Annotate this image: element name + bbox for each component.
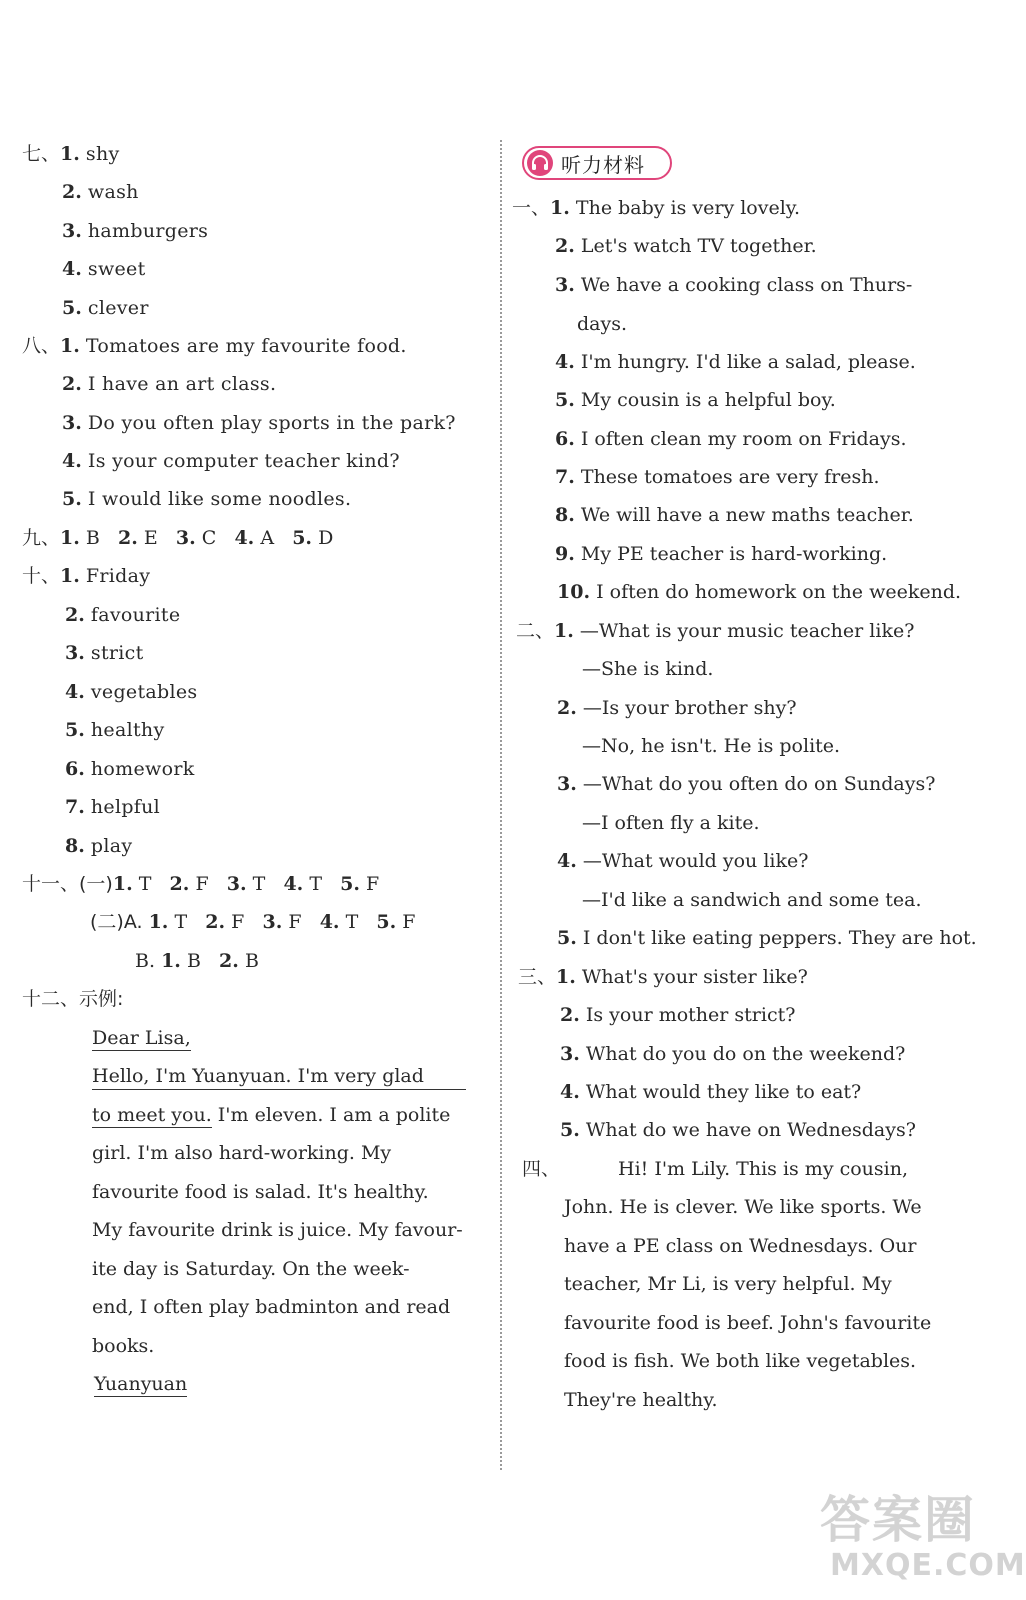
listening-1-item-2: 2. Let's watch TV together. bbox=[555, 235, 817, 257]
listening-2-item-1-a: —She is kind. bbox=[582, 658, 714, 680]
listening-2-item-1-q: 二、1. —What is your music teacher like? bbox=[516, 620, 915, 642]
listening-1-item-3-cont: days. bbox=[577, 313, 628, 335]
section-9-answers: 九、1. B 2. E 3. C 4. A 5. D bbox=[22, 527, 334, 549]
listening-4-label: 四、 bbox=[522, 1158, 561, 1180]
badge-label: 听力材料 bbox=[561, 152, 645, 177]
section-7-item-2: 2. wash bbox=[62, 181, 139, 203]
listening-2-item-2-a: —No, he isn't. He is polite. bbox=[582, 735, 841, 757]
section-10-item-8: 8. play bbox=[65, 835, 133, 857]
letter-line-7: end, I often play badminton and read bbox=[92, 1296, 451, 1318]
listening-1-item-8: 8. We will have a new maths teacher. bbox=[555, 504, 914, 526]
section-8-item-5: 5. I would like some noodles. bbox=[62, 488, 352, 510]
column-divider bbox=[500, 140, 502, 1470]
listening-4-line-1: Hi! I'm Lily. This is my cousin, bbox=[618, 1158, 909, 1180]
section-11-part-2a: (二)A. 1. T 2. F 3. F 4. T 5. F bbox=[90, 911, 416, 933]
section-10-item-5: 5. healthy bbox=[65, 719, 165, 741]
section-10-item-2: 2. favourite bbox=[65, 604, 181, 626]
letter-line-4: favourite food is salad. It's healthy. bbox=[92, 1181, 429, 1203]
listening-material-badge bbox=[522, 146, 672, 180]
watermark-logo bbox=[800, 1480, 1026, 1590]
listening-3-item-2: 2. Is your mother strict? bbox=[560, 1004, 796, 1026]
listening-4-line-3: have a PE class on Wednesdays. Our bbox=[564, 1235, 917, 1257]
listening-4-line-2: John. He is clever. We like sports. We bbox=[564, 1196, 922, 1218]
section-10-item-4: 4. vegetables bbox=[65, 681, 198, 703]
letter-line-1: Hello, I'm Yuanyuan. I'm very glad bbox=[92, 1064, 466, 1090]
listening-2-item-4-a: —I'd like a sandwich and some tea. bbox=[582, 889, 922, 911]
listening-3-item-4: 4. What would they like to eat? bbox=[560, 1081, 862, 1103]
section-7-item-1: 七、1. shy bbox=[22, 143, 120, 165]
listening-2-item-4-q: 4. —What would you like? bbox=[557, 850, 809, 872]
listening-4-line-4: teacher, Mr Li, is very helpful. My bbox=[564, 1273, 892, 1295]
section-8-item-3: 3. Do you often play sports in the park? bbox=[62, 412, 456, 434]
listening-4-line-7: They're healthy. bbox=[564, 1389, 718, 1411]
section-10-item-1: 十、1. Friday bbox=[22, 565, 151, 587]
section-10-item-6: 6. homework bbox=[65, 758, 195, 780]
watermark-top-text: 答案圈 bbox=[820, 1491, 976, 1549]
section-7-item-3: 3. hamburgers bbox=[62, 220, 209, 242]
listening-1-item-6: 6. I often clean my room on Fridays. bbox=[555, 428, 907, 450]
listening-1-item-3: 3. We have a cooking class on Thurs- bbox=[555, 274, 913, 296]
headphones-icon bbox=[527, 150, 553, 176]
listening-4-line-6: food is fish. We both like vegetables. bbox=[564, 1350, 917, 1372]
section-12-heading: 十二、示例: bbox=[22, 988, 124, 1010]
section-10-item-3: 3. strict bbox=[65, 642, 144, 664]
listening-2-item-3-a: —I often fly a kite. bbox=[582, 812, 760, 834]
listening-1-item-7: 7. These tomatoes are very fresh. bbox=[555, 466, 880, 488]
letter-line-8: books. bbox=[92, 1335, 155, 1357]
watermark-bottom-text: MXQE.COM bbox=[830, 1548, 1026, 1583]
listening-2-item-3-q: 3. —What do you often do on Sundays? bbox=[557, 773, 936, 795]
letter-greeting: Dear Lisa, bbox=[92, 1027, 191, 1049]
listening-3-item-1: 三、1. What's your sister like? bbox=[518, 966, 808, 988]
listening-3-item-5: 5. What do we have on Wednesdays? bbox=[560, 1119, 916, 1141]
listening-4-line-5: favourite food is beef. John's favourite bbox=[564, 1312, 932, 1334]
listening-1-item-1: 一、1. The baby is very lovely. bbox=[512, 197, 801, 219]
listening-1-item-10: 10. I often do homework on the weekend. bbox=[557, 581, 962, 603]
listening-2-item-5: 5. I don't like eating peppers. They are hot. bbox=[557, 927, 977, 949]
listening-1-item-4: 4. I'm hungry. I'd like a salad, please. bbox=[555, 351, 916, 373]
section-8-item-1: 八、1. Tomatoes are my favourite food. bbox=[22, 335, 407, 357]
listening-2-item-2-q: 2. —Is your brother shy? bbox=[557, 697, 797, 719]
listening-1-item-5: 5. My cousin is a helpful boy. bbox=[555, 389, 836, 411]
letter-line-6: ite day is Saturday. On the week- bbox=[92, 1258, 410, 1280]
section-11-part-1: 十一、(一)1. T 2. F 3. T 4. T 5. F bbox=[22, 873, 380, 895]
letter-line-3: girl. I'm also hard-working. My bbox=[92, 1142, 392, 1164]
section-8-item-2: 2. I have an art class. bbox=[62, 373, 277, 395]
section-10-item-7: 7. helpful bbox=[65, 796, 161, 818]
listening-1-item-9: 9. My PE teacher is hard-working. bbox=[555, 543, 888, 565]
section-8-item-4: 4. Is your computer teacher kind? bbox=[62, 450, 400, 472]
letter-signature: Yuanyuan bbox=[94, 1373, 188, 1395]
section-11-part-2b: B. 1. B 2. B bbox=[135, 950, 259, 972]
listening-3-item-3: 3. What do you do on the weekend? bbox=[560, 1043, 906, 1065]
letter-line-2: to meet you. I'm eleven. I am a polite bbox=[92, 1104, 451, 1126]
section-7-item-5: 5. clever bbox=[62, 297, 149, 319]
letter-line-5: My favourite drink is juice. My favour- bbox=[92, 1219, 463, 1241]
section-7-item-4: 4. sweet bbox=[62, 258, 146, 280]
